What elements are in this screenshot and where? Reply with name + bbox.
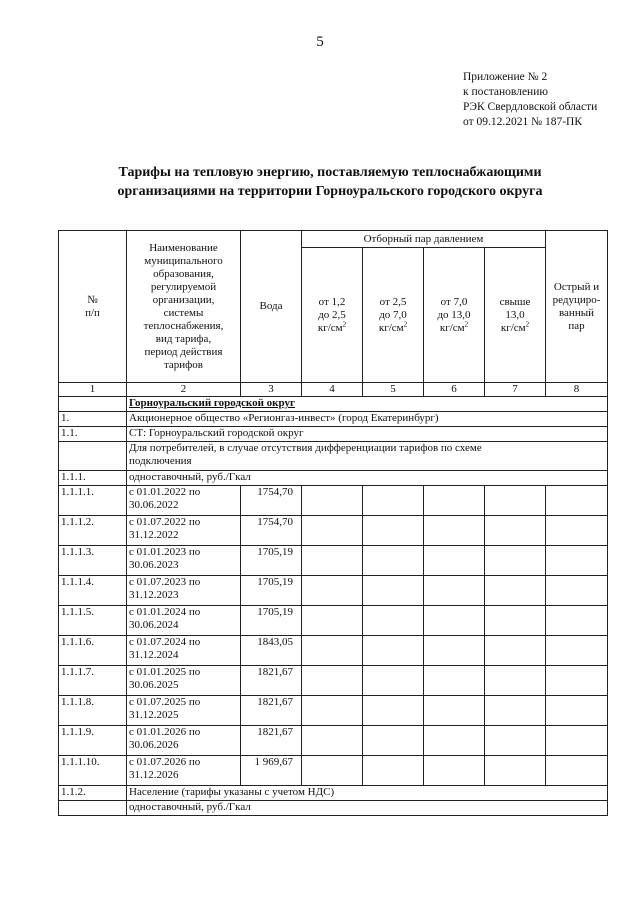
population-tariff-row [59,801,608,816]
col-number: 5 [363,383,424,397]
row-period: с 01.07.2024 по 31.12.2024 [127,636,241,666]
title-line: организациями на территории Горноуральского городского округа [117,184,543,199]
row-water-value: 1821,67 [241,666,302,696]
col-number: 1 [59,383,127,397]
header-name: Наименование муниципального образования, регулируемой организации, системы теплоснабжения, вид тарифа, период действия тарифов [127,231,241,383]
header-pressure-4: свыше 13,0 $кг/см^2$ [485,248,546,383]
org-name: Акционерное общество «Регионгаз-инвест» (город Екатеринбург) [127,412,608,427]
appendix-line: РЭК Свердловской области [463,101,598,113]
table-row [59,486,608,516]
col-number: 8 [546,383,608,397]
col-number: 3 [241,383,302,397]
system-number: 1.1. [59,427,127,442]
header-water: Вода [241,231,302,383]
row-period: с 01.01.2025 по 30.06.2025 [127,666,241,696]
row-number: 1.1.1.2. [59,516,127,546]
population-tariff-type: одноставочный, руб./Гкал [127,801,608,816]
table-row [59,576,608,606]
row-number: 1.1.1.4. [59,576,127,606]
header-steam-group: Отборный пар давлением [302,231,546,248]
table-row [59,546,608,576]
row-period: с 01.07.2025 по 31.12.2025 [127,696,241,726]
row-water-value: 1754,70 [241,516,302,546]
row-water-value: 1705,19 [241,546,302,576]
col-number: 2 [127,383,241,397]
org-row [59,412,608,427]
header-sharp-steam: Острый и редуциро- ванный пар [546,231,608,383]
row-water-value: 1705,19 [241,576,302,606]
col-number: 7 [485,383,546,397]
tariff-type-number: 1.1.1. [59,471,127,486]
table-row [59,726,608,756]
row-number: 1.1.1.6. [59,636,127,666]
tariff-type-name: одноставочный, руб./Гкал [127,471,608,486]
row-number: 1.1.1.7. [59,666,127,696]
section-title: Горноуральский городской округ [127,397,608,412]
row-water-value: 1705,19 [241,606,302,636]
row-water-value: 1754,70 [241,486,302,516]
page-number: 5 [316,34,324,50]
population-row [59,786,608,801]
title-line: Тарифы на тепловую энергию, поставляемую теплоснабжающими [118,165,542,180]
header-pressure-1: от 1,2 до 2,5 $кг/см^2$ [302,248,363,383]
row-number: 1.1.1.9. [59,726,127,756]
row-water-value: 1821,67 [241,726,302,756]
row-water-value: 1 969,67 [241,756,302,786]
section-row [59,397,608,412]
table-row [59,516,608,546]
table-row [59,636,608,666]
consumers-row [59,442,608,471]
row-period: с 01.01.2026 по 30.06.2026 [127,726,241,756]
row-period: с 01.01.2022 по 30.06.2022 [127,486,241,516]
row-number: 1.1.1.10. [59,756,127,786]
row-period: с 01.07.2022 по 31.12.2022 [127,516,241,546]
header-num: № п/п [59,231,127,383]
row-number: 1.1.1.3. [59,546,127,576]
org-number: 1. [59,412,127,427]
population-number: 1.1.2. [59,786,127,801]
system-name: СТ: Горноуральский городской округ [127,427,608,442]
row-period: с 01.01.2024 по 30.06.2024 [127,606,241,636]
appendix-line: от 09.12.2021 № 187-ПК [463,116,583,128]
consumers-text: Для потребителей, в случае отсутствия дифференциации тарифов по схеме подключения [127,442,608,471]
system-row [59,427,608,442]
table-row [59,696,608,726]
population-name: Население (тарифы указаны с учетом НДС) [127,786,608,801]
row-water-value: 1843,05 [241,636,302,666]
row-period: с 01.07.2023 по 31.12.2023 [127,576,241,606]
col-number: 4 [302,383,363,397]
tariff-table [58,230,608,816]
header-pressure-2: от 2,5 до 7,0 $кг/см^2$ [363,248,424,383]
table-row [59,606,608,636]
column-number-row [59,383,608,397]
appendix-line: Приложение № 2 [463,71,548,83]
table-row [59,666,608,696]
appendix-note [463,70,597,130]
document-title [70,163,590,201]
row-number: 1.1.1.8. [59,696,127,726]
row-number: 1.1.1.5. [59,606,127,636]
col-number: 6 [424,383,485,397]
header-pressure-3: от 7,0 до 13,0 $кг/см^2$ [424,248,485,383]
row-number: 1.1.1.1. [59,486,127,516]
row-water-value: 1821,67 [241,696,302,726]
tariff-type-row [59,471,608,486]
row-period: с 01.01.2023 по 30.06.2023 [127,546,241,576]
row-period: с 01.07.2026 по 31.12.2026 [127,756,241,786]
table-row [59,756,608,786]
appendix-line: к постановлению [463,86,548,98]
